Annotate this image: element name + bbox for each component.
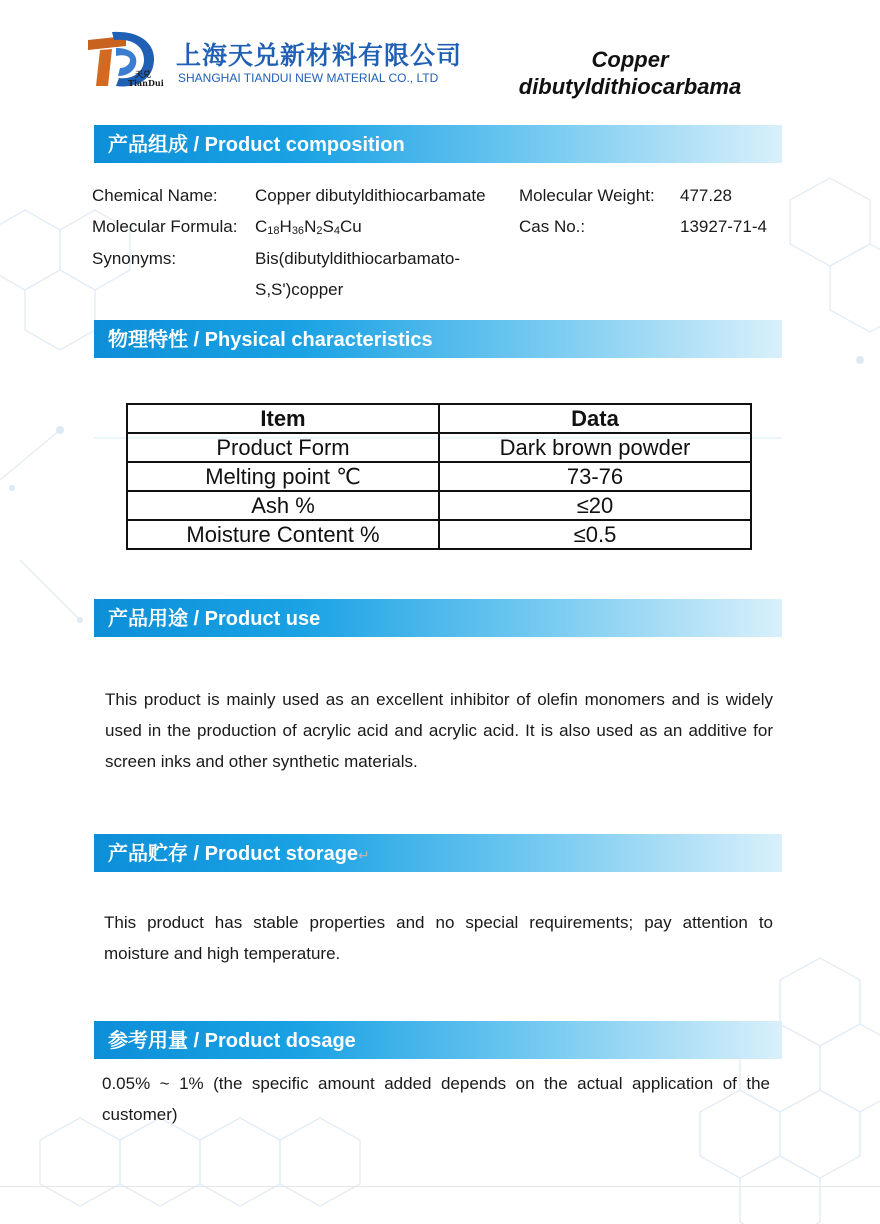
- section-heading-cn: 参考用量: [108, 1028, 188, 1052]
- section-header-composition: [94, 125, 782, 163]
- document-title: [480, 46, 780, 100]
- product-dosage-text: 0.05% ~ 1% (the specific amount added depends on the actual application of the customer): [102, 1074, 770, 1124]
- company-name-cn: 上海天兑新材料有限公司: [176, 41, 463, 70]
- product-storage-text: This product has stable properties and no special requirements; pay attention to moisture and high temperature.: [104, 913, 773, 963]
- table-cell-data: 73-76: [439, 462, 751, 491]
- molecular-formula-label: Molecular Formula:: [92, 217, 238, 236]
- section-heading-cn: 产品贮存: [108, 841, 188, 865]
- logo-mini-text: [128, 69, 164, 88]
- chemical-name-value: Copper dibutyldithiocarbamate: [255, 186, 486, 205]
- table-row: [127, 433, 751, 462]
- molecular-weight-value: 477.28: [680, 186, 732, 205]
- column-header-item: Item: [127, 404, 439, 433]
- section-header-physical: [94, 320, 782, 358]
- logo-mini-en: TianDui: [128, 78, 164, 88]
- cas-number-label: Cas No.:: [519, 217, 586, 236]
- section-header-dosage: [94, 1021, 782, 1059]
- table-header-row: [127, 404, 751, 433]
- table-cell-item: Product Form: [127, 433, 439, 462]
- section-header-storage: [94, 834, 782, 872]
- table-cell-item: Moisture Content %: [127, 520, 439, 549]
- section-heading-en: / Product storage: [188, 843, 359, 865]
- synonyms-label: Synonyms:: [92, 249, 177, 268]
- section-heading-en: / Product dosage: [188, 1030, 356, 1052]
- section-heading-cn: 产品组成: [108, 132, 188, 156]
- table-cell-data: Dark brown powder: [439, 433, 751, 462]
- title-line-2: dibutyldithiocarbama: [518, 74, 742, 99]
- section-heading-en: / Physical characteristics: [188, 329, 433, 351]
- table-cell-data: ≤20: [439, 491, 751, 520]
- title-line-1: Copper: [591, 47, 669, 72]
- section-heading-cn: 物理特性: [108, 327, 188, 351]
- table-cell-item: Ash %: [127, 491, 439, 520]
- synonyms-value-line-2: S,S')copper: [255, 280, 344, 299]
- cas-number-value: 13927-71-4: [680, 217, 767, 236]
- synonyms-value-line-1: Bis(dibutyldithiocarbamato-: [255, 249, 461, 268]
- molecular-formula-value: $C_{18}H_{36}N_2S_4Cu$: [255, 217, 362, 237]
- return-mark-icon: ↵: [358, 847, 370, 863]
- table-cell-data: ≤0.5: [439, 520, 751, 549]
- section-heading-en: / Product use: [188, 608, 321, 630]
- table-row: [127, 520, 751, 549]
- table-row: [127, 491, 751, 520]
- molecular-weight-label: Molecular Weight:: [519, 186, 655, 205]
- chemical-name-label: Chemical Name:: [92, 186, 218, 205]
- section-heading-en: / Product composition: [188, 134, 405, 156]
- footer-divider: [0, 1186, 880, 1187]
- product-use-text: This product is mainly used as an excellent inhibitor of olefin monomers and is widely used in the production of acrylic acid and acrylic acid. It is also used as an additive for screen inks and other synthetic materials.: [105, 690, 773, 771]
- column-header-data: Data: [439, 404, 751, 433]
- physical-characteristics-table: [126, 403, 752, 550]
- company-name-en: SHANGHAI TIANDUI NEW MATERIAL CO., LTD: [178, 71, 439, 85]
- table-cell-item: Melting point ℃: [127, 462, 439, 491]
- section-heading-cn: 产品用途: [108, 606, 188, 630]
- section-header-use: [94, 599, 782, 637]
- logo-mini-cn: 天兑: [135, 69, 151, 79]
- table-row: [127, 462, 751, 491]
